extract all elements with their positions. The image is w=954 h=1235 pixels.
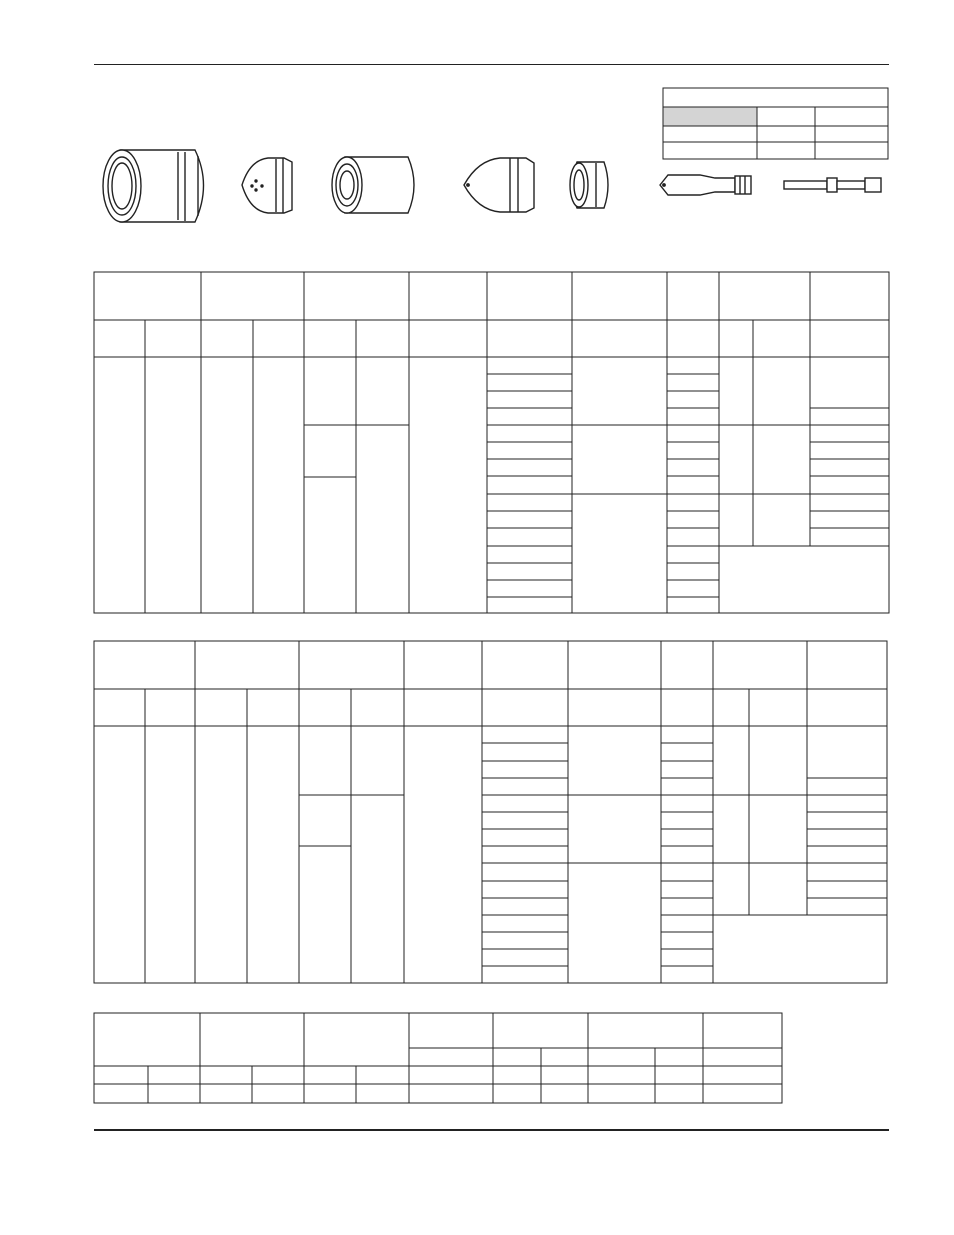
footer-rule <box>94 1129 889 1131</box>
